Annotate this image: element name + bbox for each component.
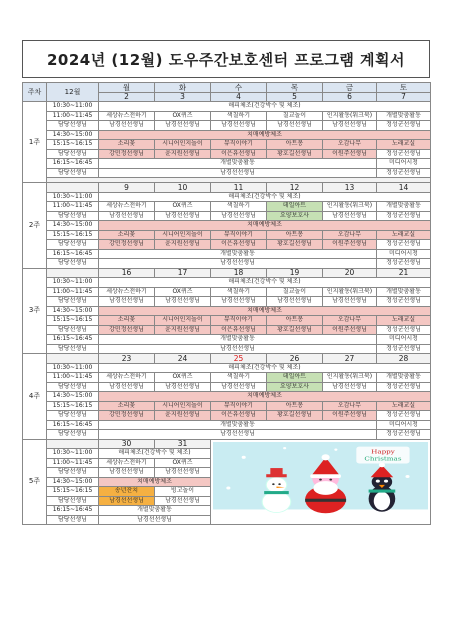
week4-row-prevent: 14:30~15:00 치매예방체조 — [23, 392, 431, 402]
christmas-illustration — [213, 442, 428, 523]
week3-row-pm-staff: 담당선생님 강민정선생님 윤지원선생님 이은유선생님 황호길선생님 이원주선생님 정성군선생님 — [23, 325, 431, 335]
week5-row-am-staff: 담당선생님 남경선선생님 남경선선생님 — [23, 468, 431, 478]
week-label-3: 3주 — [23, 268, 47, 354]
day-header-mon: 월 — [99, 83, 155, 93]
week3-row-eve: 16:15~16:45 개별맞춤활동 미디어시청 — [23, 335, 431, 345]
week5-row-eve: 16:15~16:45 개별맞춤활동 — [23, 506, 431, 516]
week3-row-am-staff: 담당선생님 남경선선생님 남경선선생님 남경선선생님 남경선선생님 남경선선생님 정성군선생님 — [23, 297, 431, 307]
week-label-5: 5주 — [23, 439, 47, 525]
week2-row-exercise: 10:30~11:00 해피체조(건강박수 및 체조) — [23, 192, 431, 202]
week-column-header: 주차 — [23, 83, 47, 102]
date-cell: 5 — [267, 92, 323, 102]
week4-row-am: 11:00~11:45 세상뉴스전하기 OX퀴즈 색칠하기 데일아트 인지활동(워크북) 개별맞춤활동 — [23, 373, 431, 383]
week5-row-prevent: 14:30~15:00 치매예방체조 — [23, 477, 431, 487]
christmas-card — [211, 439, 431, 525]
week1-row-am: 11:00~11:45 세상뉴스전하기 OX퀴즈 색칠하기 칠교놀이 인지활동(워크북) 개별맞춤활동 — [23, 111, 431, 121]
week2-row-dates: 2주 9 10 11 12 13 14 — [23, 183, 431, 193]
week4-row-pm: 15:15~16:15 소리꽃 시니어인지놀이 뮤직이야기 아트봉 오감나무 노래교실 — [23, 401, 431, 411]
day-header-thu: 목 — [267, 83, 323, 93]
page-title: 2024년 (12월) 도우주간보호센터 프로그램 계획서 — [22, 40, 430, 78]
week4-row-eve: 16:15~16:45 개별맞춤활동 미디어시청 — [23, 420, 431, 430]
week4-row-pm-staff: 담당선생님 강민정선생님 윤지원선생님 이은유선생님 황호길선생님 이원주선생님 정성군선생님 — [23, 411, 431, 421]
week3-row-am: 11:00~11:45 세상뉴스전하기 OX퀴즈 색칠하기 칠교놀이 인지활동(워크북) 개별맞춤활동 — [23, 287, 431, 297]
week5-row-am: 11:00~11:45 세상뉴스전하기 OX퀴즈 — [23, 458, 431, 468]
week-label-2: 2주 — [23, 183, 47, 269]
week1-row-pm-staff: 담당선생님 강민정선생님 윤지원선생님 이은유선생님 황호길선생님 이원주선생님 정성군선생님 — [23, 149, 431, 159]
week1-row-am-staff: 담당선생님 남경선선생님 남경선선생님 남경선선생님 남경선선생님 남경선선생님 정성군선생님 — [23, 121, 431, 131]
week-label-1: 1주 — [23, 102, 47, 183]
week-label-4: 4주 — [23, 354, 47, 440]
week2-row-prevent: 14:30~15:00 치매예방체조 — [23, 221, 431, 231]
week1-row-exercise: 1주 10:30~11:00 해피체조(건강박수 및 체조) — [23, 102, 431, 112]
week3-row-eve-staff: 담당선생님 남경선선생님 정성군선생님 — [23, 344, 431, 354]
week2-row-pm-staff: 담당선생님 강민정선생님 윤지원선생님 이은유선생님 황호길선생님 이원주선생님 정성군선생님 — [23, 240, 431, 250]
week4-row-dates: 4주 23 24 25 26 27 28 — [23, 354, 431, 364]
card-text-christmas: Christmas — [364, 455, 402, 462]
holiday-date: 25 — [211, 354, 267, 364]
week3-row-pm: 15:15~16:15 소리꽃 시니어인지놀이 뮤직이야기 아트봉 오감나무 노래교실 — [23, 316, 431, 326]
week2-row-pm: 15:15~16:15 소리꽃 시니어인지놀이 뮤직이야기 아트봉 오감나무 노래교실 — [23, 230, 431, 240]
week2-row-eve: 16:15~16:45 개별맞춤활동 미디어시청 — [23, 249, 431, 259]
date-cell: 7 — [377, 92, 431, 102]
week1-row-pm: 15:15~16:15 소리꽃 시니어인지놀이 뮤직이야기 아트봉 오감나무 노래교실 — [23, 140, 431, 150]
week2-row-eve-staff: 담당선생님 남경선선생님 정성군선생님 — [23, 259, 431, 269]
week2-row-am-staff: 담당선생님 남경선선생님 남경선선생님 남경선선생님 요양보호사 남경선선생님 정성군선생님 — [23, 211, 431, 221]
week3-row-exercise: 10:30~11:00 해피체조(건강박수 및 체조) — [23, 278, 431, 288]
date-cell: 4 — [211, 92, 267, 102]
card-text-happy: Happy — [371, 448, 395, 455]
week4-row-am-staff: 담당선생님 남경선선생님 남경선선생님 남경선선생님 요양보호사 남경선선생님 정성군선생님 — [23, 382, 431, 392]
schedule-table — [22, 82, 431, 525]
week1-row-prevent: 14:30~15:00 치매예방체조 — [23, 130, 431, 140]
week3-row-dates: 3주 16 17 18 19 20 21 — [23, 268, 431, 278]
week4-row-exercise: 10:30~11:00 해피체조(건강박수 및 체조) — [23, 363, 431, 373]
week5-row-pm-staff: 담당선생님 남경선선생님 남경선선생님 — [23, 496, 431, 506]
christmas-graphic — [213, 442, 428, 523]
day-header-wed: 수 — [211, 83, 267, 93]
date-cell: 6 — [323, 92, 377, 102]
week2-row-am: 11:00~11:45 세상뉴스전하기 OX퀴즈 색칠하기 데일아트 인지활동(워크북) 개별맞춤활동 — [23, 202, 431, 212]
day-header-sat: 토 — [377, 83, 431, 93]
week4-row-eve-staff: 담당선생님 남경선선생님 정성군선생님 — [23, 430, 431, 440]
day-header-fri: 금 — [323, 83, 377, 93]
month-header: 12월 — [47, 83, 99, 102]
week1-row-eve-staff: 담당선생님 남경선선생님 정성군선생님 — [23, 168, 431, 178]
header-row-days — [23, 83, 431, 93]
week3-row-prevent: 14:30~15:00 치매예방체조 — [23, 306, 431, 316]
date-cell: 3 — [155, 92, 211, 102]
week5-row-pm: 15:15~16:15 송년잔치 빙고놀이 — [23, 487, 431, 497]
week5-row-eve-staff: 담당선생님 남경선선생님 — [23, 515, 431, 525]
week5-row-dates: 5주 30 31 Happy Christmas — [23, 439, 431, 449]
week1-row-eve: 16:15~16:45 개별맞춤활동 미디어시청 — [23, 159, 431, 169]
day-header-tue: 화 — [155, 83, 211, 93]
week5-row-exercise: 10:30~11:00 해피체조(건강박수 및 체조) — [23, 449, 431, 459]
date-cell: 2 — [99, 92, 155, 102]
